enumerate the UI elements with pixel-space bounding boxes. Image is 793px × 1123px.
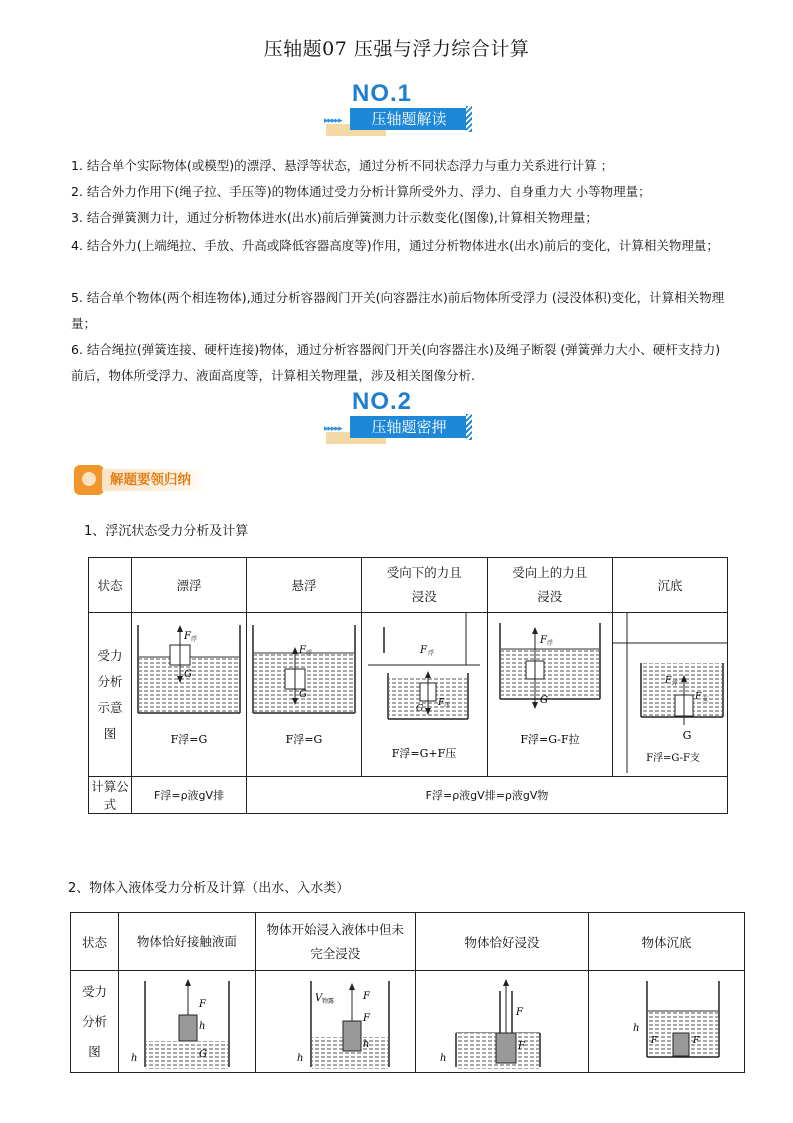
press-sub: 压 <box>444 702 451 709</box>
level-label: h <box>297 1053 304 1064</box>
force-sub: 浮 <box>428 650 435 657</box>
calc-formula-submerged: F浮=ρ液gV排=ρ液gV物 <box>247 777 728 814</box>
header-cell: 沉底 <box>612 558 727 613</box>
badge-stripe <box>466 414 472 440</box>
touching-diagram <box>125 971 249 1069</box>
level-label: h <box>130 1053 138 1064</box>
arrows-icon: ▸▸▸▸▸ <box>324 116 342 126</box>
diagram-floating <box>132 613 247 777</box>
volume-sub: 物露 <box>322 998 335 1005</box>
diagram-suspended <box>247 613 362 777</box>
pulled-up-diagram <box>494 613 606 773</box>
header-cell: 状态 <box>71 913 119 971</box>
gravity-label: G <box>198 1049 207 1060</box>
immersed-height-label: h <box>363 1039 370 1050</box>
force-label: F <box>539 635 547 646</box>
header-cell: 状态 <box>89 558 132 613</box>
header-cell: 物体恰好接触液面 <box>119 913 255 971</box>
header-cell: 悬浮 <box>247 558 362 613</box>
heading-2: 2、物体入液体受力分析及计算（出水、入水类） <box>68 881 350 896</box>
gravity-label: G <box>539 695 548 706</box>
force-label: F <box>184 631 192 642</box>
just-submerged-diagram <box>416 971 588 1069</box>
force-sub: 浮 <box>671 680 678 687</box>
force-sub: 浮 <box>306 650 313 657</box>
diagram-sunk <box>612 613 727 777</box>
badge-number: NO.2 <box>352 388 413 415</box>
diagram-just-submerged <box>415 971 588 1073</box>
buoyancy-label: F <box>363 1013 371 1024</box>
formula-pulled-up: F浮=G-F拉 <box>520 733 580 746</box>
diagram-sunk-bottom <box>588 971 744 1073</box>
support-label: F <box>692 1036 700 1046</box>
row-label: 受力分析图 <box>71 971 119 1073</box>
formula-pushed-down: F浮=G+F压 <box>392 747 457 760</box>
section-badge-1 <box>320 80 475 150</box>
diagram-partially-immersed <box>255 971 415 1073</box>
diagram-pushed-down <box>362 613 487 777</box>
support-sub: 支 <box>701 696 708 703</box>
intro-item-2: 2. 结合外力作用下(绳子拉、手压等)的物体通过受力分析计算所受外力、浮力、自身重力大 小等物理量； <box>71 184 651 199</box>
support-label: F <box>694 692 702 702</box>
row-label: 计算公式 <box>89 777 132 814</box>
floating-diagram <box>132 613 246 773</box>
header-cell: 物体恰好浸没 <box>415 913 588 971</box>
buoyancy-label: F <box>517 1041 525 1052</box>
gravity-label: G <box>416 704 424 714</box>
force-sub: 浮 <box>191 636 198 643</box>
page-title: 压轴题07 压强与浮力综合计算 <box>263 38 530 60</box>
gravity-label: G <box>184 669 193 680</box>
intro-item-3: 3. 结合弹簧测力计，通过分析物体进水(出水)前后弹簧测力计示数变化(图像),计算相关物理量； <box>71 210 598 225</box>
intro-item-4: 4. 结合外力(上端绳拉、手放、升高或降低容器高度等)作用，通过分析物体进水(出水)前后的变化，计算相关物理量； <box>71 238 719 253</box>
badge-label: 压轴题密押 <box>350 416 468 438</box>
float-sink-table <box>88 557 728 814</box>
section-badge-2 <box>320 388 475 458</box>
intro-item-6: 6. 结合绳拉(弹簧连接、硬杆连接)物体，通过分析容器阀门开关(向容器注水)及绳子断裂 (弹簧弹力大小、硬杆支持力)前后，物体所受浮力、液面高度等，计算相关物理量，涉及相关图像分析. <box>71 342 721 383</box>
partially-immersed-diagram <box>261 971 409 1069</box>
header-cell: 受向上的力且浸没 <box>487 558 612 613</box>
tip-label: 解题要领归纳 <box>102 469 207 491</box>
diagram-touching <box>119 971 255 1073</box>
calc-formula-floating: F浮=ρ液gV排 <box>132 777 247 814</box>
pull-label: F <box>198 999 206 1010</box>
force-label: F <box>420 645 428 656</box>
header-cell: 受向下的力且浸没 <box>362 558 487 613</box>
tip-banner <box>74 465 224 495</box>
badge-stripe <box>466 106 472 132</box>
sunk-bottom-diagram <box>589 971 744 1069</box>
badge-number: NO.1 <box>352 80 413 107</box>
formula-suspended: F浮=G <box>285 733 323 746</box>
row-label: 受力分析示意图 <box>89 613 132 777</box>
heading-1: 1、浮沉状态受力分析及计算 <box>84 524 249 539</box>
formula-floating: F浮=G <box>170 733 208 746</box>
buoyancy-label: F <box>650 1036 658 1046</box>
arrows-icon: ▸▸▸▸▸ <box>324 424 342 434</box>
diagram-pulled-up <box>487 613 612 777</box>
header-cell: 物体沉底 <box>588 913 744 971</box>
intro-item-5: 5. 结合单个物体(两个相连物体),通过分析容器阀门开关(向容器注水)前后物体所受浮力 (浸没体积)变化，计算相关物理量； <box>71 290 725 331</box>
force-sub: 浮 <box>546 640 553 647</box>
person-icon <box>74 465 104 495</box>
pull-label: F <box>363 991 371 1002</box>
press-label: F <box>438 698 445 708</box>
intro-item-1: 1. 结合单个实际物体(或模型)的漂浮、悬浮等状态，通过分析不同状态浮力与重力关系进行计算 ； <box>71 158 614 173</box>
sunk-diagram <box>613 613 727 773</box>
volume-label: V <box>315 993 323 1004</box>
gravity-label: G <box>299 689 308 700</box>
level-label: h <box>632 1023 640 1034</box>
pull-label: F <box>515 1007 523 1018</box>
level-label: h <box>439 1053 447 1064</box>
height-label: h <box>198 1021 206 1032</box>
entering-liquid-table <box>70 912 745 1073</box>
formula-sunk: F浮=G-F支 <box>646 753 700 764</box>
force-label: F <box>664 676 672 686</box>
force-label: F <box>299 645 307 656</box>
header-cell: 物体开始浸入液体中但未完全浸没 <box>255 913 415 971</box>
suspended-diagram <box>247 613 361 773</box>
header-cell: 漂浮 <box>132 558 247 613</box>
gravity-label: G <box>682 729 692 742</box>
badge-label: 压轴题解读 <box>350 108 468 130</box>
pushed-down-diagram <box>368 613 480 773</box>
